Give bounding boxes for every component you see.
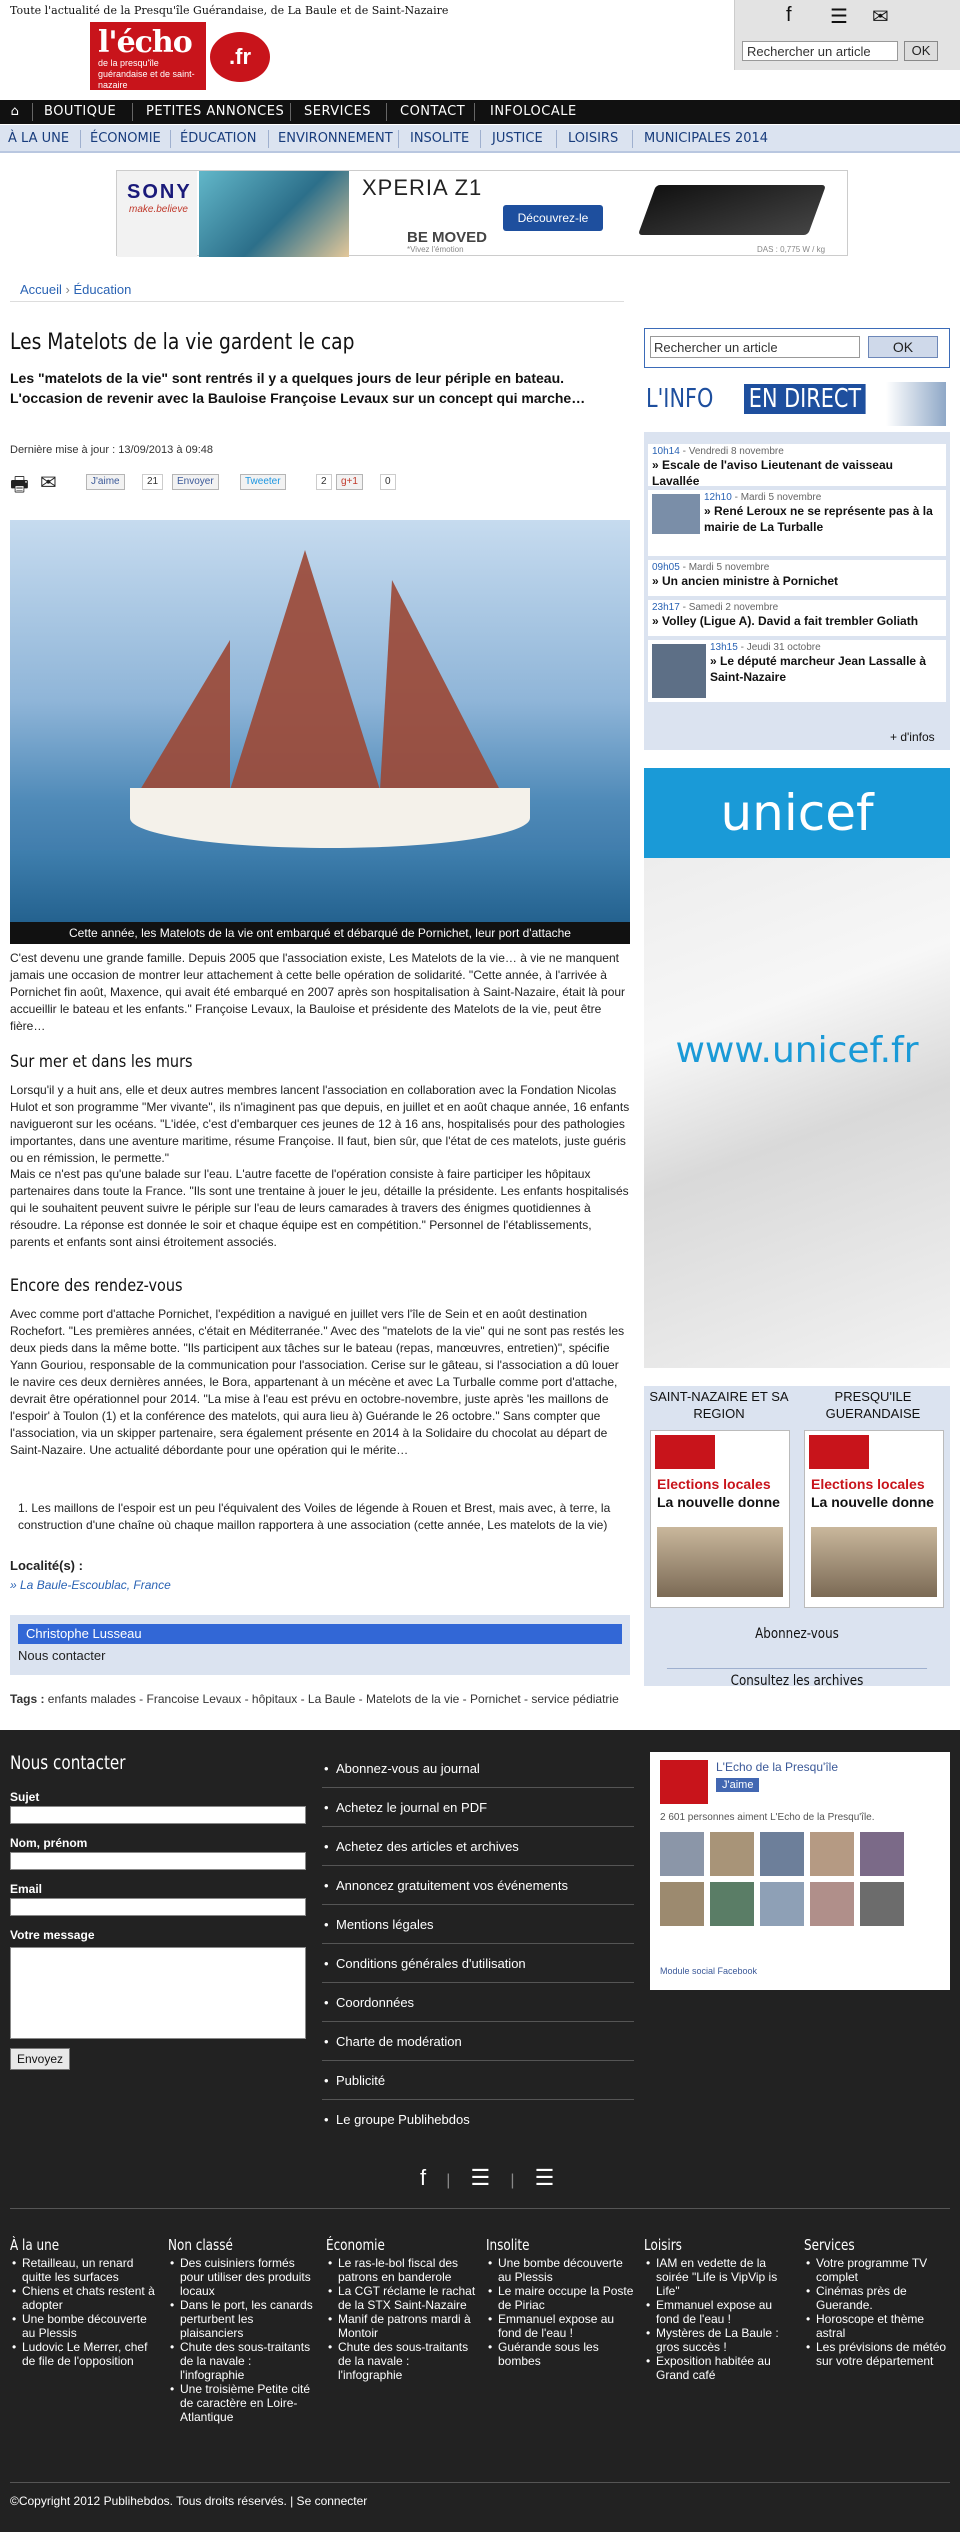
logo-sub: de la presqu'île bbox=[98, 58, 159, 68]
footer-col-item[interactable]: • Mystères de La Baule : gros succès ! bbox=[644, 2326, 794, 2354]
tags-label: Tags : bbox=[10, 1692, 45, 1706]
nav-services[interactable]: SERVICES bbox=[304, 104, 372, 119]
localite-label: Localité(s) : bbox=[10, 1558, 83, 1573]
footer-col-head[interactable]: À la une bbox=[10, 2236, 60, 2254]
journals-box bbox=[644, 1386, 950, 1689]
fb-like-widget-button[interactable]: J'aime bbox=[716, 1778, 759, 1792]
fb-page-name[interactable]: L'Echo de la Presqu'île bbox=[716, 1760, 838, 1774]
news-time: 10h14 bbox=[652, 446, 680, 457]
news-item[interactable] bbox=[648, 490, 946, 556]
facebook-icon[interactable]: f bbox=[786, 4, 792, 26]
nav-loisirs[interactable]: LOISIRS bbox=[568, 131, 619, 146]
news-date: - Jeudi 31 octobre bbox=[740, 642, 821, 653]
footer-col-insolite bbox=[486, 2236, 636, 2368]
fb-page-logo bbox=[660, 1760, 708, 1804]
subscribe-link[interactable]: Abonnez-vous bbox=[755, 1626, 839, 1642]
footer-rss-icon-2[interactable]: ☰ bbox=[534, 2165, 555, 2190]
nav-economie[interactable]: ÉCONOMIE bbox=[90, 131, 161, 146]
footer-col-item[interactable]: • Le maire occupe la Poste de Piriac bbox=[486, 2284, 636, 2312]
archives-link[interactable]: Consultez les archives bbox=[667, 1668, 927, 1689]
breadcrumb-sep: › bbox=[65, 282, 70, 297]
footer-col-item[interactable]: • Cinémas près de Guerande. bbox=[804, 2284, 954, 2312]
footer-col-head[interactable]: Non classé bbox=[168, 2236, 233, 2254]
fb-fan-avatar[interactable] bbox=[710, 1882, 754, 1926]
email-icon[interactable]: ✉ bbox=[40, 472, 57, 494]
live-news-list bbox=[644, 432, 950, 750]
footer-col-item[interactable]: • IAM en vedette de la soirée "Life is VipVip is Life" bbox=[644, 2256, 794, 2298]
article-chapo: Les "matelots de la vie" sont rentrés il y a quelques jours de leur périple en bateau. L'occasion de revenir avec la Bauloise Françoise Levaux sur un concept qui marche… bbox=[10, 370, 586, 406]
news-date: - Samedi 2 novembre bbox=[682, 602, 779, 613]
sidebar-search-input[interactable]: Rechercher un article bbox=[650, 336, 860, 358]
fb-fan-avatar[interactable] bbox=[810, 1832, 854, 1876]
footer-col-une bbox=[10, 2236, 160, 2368]
breadcrumb bbox=[10, 282, 624, 302]
nav-insolite[interactable]: INSOLITE bbox=[410, 131, 470, 146]
footer-link[interactable]: • Publicité bbox=[322, 2062, 634, 2100]
home-icon[interactable]: ⌂ bbox=[10, 104, 20, 119]
more-news-link[interactable]: + d'infos bbox=[890, 730, 935, 744]
footer-col-item[interactable]: • Le ras-le-bol fiscal des patrons en banderole bbox=[326, 2256, 476, 2284]
fb-fan-avatar[interactable] bbox=[860, 1882, 904, 1926]
footer-link[interactable]: • Annoncez gratuitement vos événements bbox=[322, 1867, 634, 1905]
news-thumb bbox=[652, 494, 700, 534]
ad-sony-block bbox=[117, 171, 197, 257]
footer-col-item[interactable]: • Emmanuel expose au fond de l'eau ! bbox=[644, 2298, 794, 2326]
facebook-widget bbox=[650, 1752, 950, 1990]
footer-col-item[interactable]: • Retailleau, un renard quitte les surfaces bbox=[10, 2256, 160, 2284]
journal-a-cover[interactable] bbox=[650, 1430, 790, 1608]
news-title: » René Leroux ne se représente pas à la mairie de La Turballe bbox=[704, 504, 933, 534]
ad-cta-button[interactable]: Découvrez-le bbox=[503, 205, 603, 231]
fb-fan-avatar[interactable] bbox=[860, 1832, 904, 1876]
fb-like-button[interactable]: J'aime bbox=[86, 474, 125, 490]
news-item[interactable] bbox=[648, 560, 946, 596]
ad-tagline: make.believe bbox=[129, 204, 188, 215]
fb-fan-avatar[interactable] bbox=[710, 1832, 754, 1876]
logo-fr: .fr bbox=[210, 32, 270, 82]
sidebar-search-button[interactable]: OK bbox=[868, 336, 938, 358]
author-name[interactable]: Christophe Lusseau bbox=[18, 1624, 622, 1644]
label-message: Votre message bbox=[10, 1928, 95, 1942]
article-title: Les Matelots de la vie gardent le cap bbox=[10, 330, 355, 355]
news-item[interactable] bbox=[648, 444, 946, 486]
footer-link[interactable]: • Abonnez-vous au journal bbox=[322, 1750, 634, 1788]
unicef-url: www.unicef.fr bbox=[675, 1030, 919, 1071]
send-button[interactable]: Envoyez bbox=[10, 2048, 70, 2070]
nav-boutique[interactable]: BOUTIQUE bbox=[44, 104, 117, 119]
top-search-button[interactable]: OK bbox=[904, 41, 938, 61]
ad-banner[interactable] bbox=[116, 170, 848, 256]
article-photo bbox=[10, 520, 630, 922]
nav-petites-annonces[interactable]: PETITES ANNONCES bbox=[146, 104, 285, 119]
footer-col-item[interactable]: • Emmanuel expose au fond de l'eau ! bbox=[486, 2312, 636, 2340]
footer-col-item[interactable]: • Chute des sous-traitants de la navale : l'infographie bbox=[326, 2340, 476, 2382]
footer-col-item[interactable]: • Votre programme TV complet bbox=[804, 2256, 954, 2284]
article-footnote: 1. Les maillons de l'espoir est un peu l'équivalent des Voiles de légende à Rouen et Brest, mais avec, à terre, la construction d'une chaîne où chaque maillon rapportera à une association (cette année, Les matelots de la vie) bbox=[18, 1501, 611, 1532]
label-email: Email bbox=[10, 1882, 43, 1896]
ad-brand: SONY bbox=[127, 181, 192, 203]
footer-col-head[interactable]: Insolite bbox=[486, 2236, 530, 2254]
localite-link[interactable]: » La Baule-Escoublac, France bbox=[10, 1578, 171, 1592]
news-date: - Mardi 5 novembre bbox=[682, 562, 770, 573]
photo-caption: Cette année, les Matelots de la vie ont embarqué et débarqué de Pornichet, leur port d'attache bbox=[10, 922, 630, 944]
unicef-logo: unicef bbox=[644, 768, 950, 858]
article-p4: Avec comme port d'attache Pornichet, l'expédition a navigué en juillet vers l'île de Sein et en août destination Rochefort. "Les premières années, c'était en Méditerranée." Avec des "matelots de la vie" qui ne sont pas restés les deux pieds dans la même botte. "Ils participent aux tâches sur le bateau (repas, manœuvres, entretien)", spécifie Yann Gouriou, responsable de la communication pour l'association. Cerise sur le gâteau, si l'association a dû louer le navire ces deux dernières années, le Bora, appartenant à un mécène et avec La Turballe comme port d'attache, devrait être opérationnel pour 2014. "La mise à l'eau est prévu en octobre-novembre, juste après 'les maillons de l'espoir' à Toulon (1) et la conférence des matelots, qui aura lieu à) Guérande le 26 octobre." Sans compter que l'association, via un skipper partenaire, sera également présente en 2014 à la Solidaire du chocolat au départ de Saint-Nazaire. Une actualité débordante pour une opération qui le mérite… bbox=[10, 1307, 625, 1457]
fb-like-count: 21 bbox=[142, 474, 163, 490]
nav-education[interactable]: ÉDUCATION bbox=[180, 131, 257, 146]
fb-fans-count: 2 601 personnes aiment L'Echo de la Presqu'île. bbox=[660, 1812, 875, 1823]
news-title: » Escale de l'aviso Lieutenant de vaisseau Lavallée bbox=[652, 458, 893, 488]
footer-link[interactable]: • Le groupe Publihebdos bbox=[322, 2101, 634, 2139]
footer-link[interactable]: • Conditions générales d'utilisation bbox=[322, 1945, 634, 1983]
article-h2b: Encore des rendez-vous bbox=[10, 1276, 183, 1296]
ad-das: DAS : 0,775 W / kg bbox=[757, 245, 826, 254]
footer bbox=[0, 1730, 960, 2532]
print-icon[interactable]: 🖶 bbox=[10, 474, 29, 496]
author-contact[interactable]: Nous contacter bbox=[18, 1648, 106, 1663]
live-news-header bbox=[644, 380, 950, 428]
nav-infolocale[interactable]: INFOLOCALE bbox=[490, 104, 577, 119]
rss-icon[interactable]: ☰ bbox=[830, 6, 848, 28]
ad-small: *Vivez l'émotion bbox=[407, 245, 464, 254]
logo-small: guérandaise et de saint-nazaire bbox=[98, 69, 195, 90]
news-title: » Le député marcheur Jean Lassalle à Saint-Nazaire bbox=[710, 654, 927, 684]
nav-justice[interactable]: JUSTICE bbox=[492, 131, 543, 146]
tags bbox=[10, 1692, 630, 1706]
footer-col-item[interactable]: • Horoscope et thème astral bbox=[804, 2312, 954, 2340]
news-time: 13h15 bbox=[710, 642, 738, 653]
article-p3: Mais ce n'est pas qu'une balade sur l'eau. L'autre facette de l'opération consiste à faire participer les hôpitaux partenaires dans toute la France. "Ils sont une trentaine à jouer le jeu, détaille la présidente. Les enfants hospitalisés qui le souhaitent peuvent suivre le périple sur l'eau de leurs camarades à travers des énigmes quotidiennes à résoudre. La réponse est donnée le soir et chaque équipe est en compétition." Personnel de l'établissements, parents et enfants sont ainsi étroitement associés. bbox=[10, 1167, 629, 1249]
tweet-count: 2 bbox=[316, 474, 332, 490]
news-date: - Vendredi 8 novembre bbox=[682, 446, 784, 457]
news-time: 23h17 bbox=[652, 602, 680, 613]
news-title: » Volley (Ligue A). David a fait trembler Goliath bbox=[652, 614, 919, 628]
article-updated: Dernière mise à jour : 13/09/2013 à 09:48 bbox=[10, 444, 214, 456]
footer-col-services bbox=[804, 2236, 954, 2368]
fb-fan-avatar[interactable] bbox=[760, 1882, 804, 1926]
footer-col-head[interactable]: Économie bbox=[326, 2236, 385, 2254]
label-name: Nom, prénom bbox=[10, 1836, 88, 1850]
tags-list[interactable]: enfants malades - Francoise Levaux - hôpitaux - La Baule - Matelots de la vie - Pornichet - service pédiatrie bbox=[47, 1692, 619, 1706]
footer-link[interactable]: • Coordonnées bbox=[322, 1984, 634, 2022]
site-tagline: Toute l'actualité de la Presqu'île Guérandaise, de La Baule et de Saint-Nazaire bbox=[10, 4, 449, 17]
news-time: 12h10 bbox=[704, 492, 732, 503]
footer-col-item[interactable]: • La CGT réclame le rachat de la STX Saint-Nazaire bbox=[326, 2284, 476, 2312]
footer-link[interactable]: • Achetez le journal en PDF bbox=[322, 1789, 634, 1827]
footer-col-item[interactable]: • Manif de patrons mardi à Montoir bbox=[326, 2312, 476, 2340]
footer-contact-title: Nous contacter bbox=[10, 1752, 126, 1774]
message-textarea[interactable] bbox=[10, 1947, 306, 2039]
cover-subhead: La nouvelle donne bbox=[657, 1494, 780, 1510]
cover-subhead: La nouvelle donne bbox=[811, 1494, 934, 1510]
ad-slogan: BE MOVED bbox=[407, 229, 488, 246]
article-p2: Lorsqu'il y a huit ans, elle et deux autres membres lancent l'association en collaboration avec la Fondation Nicolas Hulot et son programme "Mer vivante", ils n'imaginent pas que depuis, en juillet et en août chaque année, 16 enfants navigueront sur les océans. "L'idée, c'est d'embarquer ces jeunes de 12 à 16 ans, hospitalisés pour des pathologies importantes, dans une aventure maritime, résume Françoise. Il faut, bien sûr, que l'état de ces matelots, juste guéris ou en rémission, le permette." bbox=[10, 1083, 630, 1165]
site-logo[interactable] bbox=[90, 22, 206, 90]
news-item[interactable] bbox=[648, 640, 946, 702]
news-item[interactable] bbox=[648, 600, 946, 636]
fb-fan-avatar[interactable] bbox=[810, 1882, 854, 1926]
footer-col-head[interactable]: Services bbox=[804, 2236, 855, 2254]
fb-send-button[interactable]: Envoyer bbox=[172, 474, 219, 490]
journal-b-title[interactable]: PRESQU'ILE GUERANDAISE bbox=[825, 1389, 921, 1421]
fb-fan-avatar[interactable] bbox=[760, 1832, 804, 1876]
live-title-b: EN DIRECT bbox=[744, 384, 866, 414]
tweet-button[interactable]: Tweeter bbox=[240, 474, 286, 490]
nav-environnement[interactable]: ENVIRONNEMENT bbox=[278, 131, 393, 146]
footer-col-item[interactable]: • Chute des sous-traitants de la navale : l'infographie bbox=[168, 2340, 318, 2382]
news-title: » Un ancien ministre à Pornichet bbox=[652, 574, 839, 588]
eye-image bbox=[886, 382, 946, 426]
footer-col-economie bbox=[326, 2236, 476, 2382]
logo-name: l'écho bbox=[98, 25, 192, 60]
news-time: 09h05 bbox=[652, 562, 680, 573]
footer-social: f | ☰ | ☰ bbox=[420, 2165, 555, 2190]
nav-contact[interactable]: CONTACT bbox=[400, 104, 466, 119]
fb-fan-avatar[interactable] bbox=[660, 1882, 704, 1926]
journal-b-cover[interactable] bbox=[804, 1430, 944, 1608]
footer-col-loisirs bbox=[644, 2236, 794, 2382]
top-social bbox=[786, 0, 906, 30]
label-subject: Sujet bbox=[10, 1790, 40, 1804]
footer-col-item[interactable]: • Guérande sous les bombes bbox=[486, 2340, 636, 2368]
footer-col-item[interactable]: • Des cuisiniers formés pour utiliser des produits locaux bbox=[168, 2256, 318, 2298]
cover-headline: Elections locales bbox=[657, 1476, 771, 1492]
footer-col-item[interactable]: • Les prévisions de météo sur votre département bbox=[804, 2340, 954, 2368]
fb-module-label: Module social Facebook bbox=[660, 1966, 758, 1976]
article-h2a: Sur mer et dans les murs bbox=[10, 1052, 193, 1072]
footer-col-item[interactable]: • Exposition habitée au Grand café bbox=[644, 2354, 794, 2382]
top-search-input[interactable]: Rechercher un article bbox=[742, 41, 898, 61]
gplus-button[interactable]: g+1 bbox=[336, 474, 363, 490]
footer-col-item[interactable]: • Ludovic Le Merrer, chef de file de l'opposition bbox=[10, 2340, 160, 2368]
news-date: - Mardi 5 novembre bbox=[734, 492, 822, 503]
footer-link[interactable]: • Achetez des articles et archives bbox=[322, 1828, 634, 1866]
footer-link[interactable]: • Mentions légales bbox=[322, 1906, 634, 1944]
breadcrumb-current[interactable]: Éducation bbox=[73, 282, 132, 297]
ad-product: XPERIA Z1 bbox=[362, 175, 483, 200]
nav-municipales[interactable]: MUNICIPALES 2014 bbox=[644, 131, 769, 146]
footer-rss-icon[interactable]: ☰ bbox=[470, 2165, 491, 2190]
name-input[interactable] bbox=[10, 1852, 306, 1870]
fb-fan-avatar[interactable] bbox=[660, 1832, 704, 1876]
news-thumb bbox=[652, 644, 706, 698]
primary-nav bbox=[0, 100, 960, 124]
breadcrumb-home[interactable]: Accueil bbox=[20, 282, 62, 297]
footer-col-head[interactable]: Loisirs bbox=[644, 2236, 682, 2254]
cover-headline: Elections locales bbox=[811, 1476, 925, 1492]
footer-facebook-icon[interactable]: f bbox=[420, 2165, 427, 2190]
footer-col-item[interactable]: • Une bombe découverte au Plessis bbox=[10, 2312, 160, 2340]
gplus-count: 0 bbox=[380, 474, 396, 490]
ad-phone-image bbox=[638, 185, 826, 235]
live-title-a: L'INFO bbox=[646, 384, 714, 414]
article-p1: C'est devenu une grande famille. Depuis 2005 que l'association existe, Les Matelots de la vie… à vie ne manquent jamais une occasion de montrer leur attachement à cette belle opération de solidarité. "Cette année, à l'arrivée à Pornichet fin août, Maxence, qui avait été embarqué en 2007 après son hospitalisation à Saint-Nazaire, était là pour accueillir le bateau et les enfants." Françoise Levaux, la Bauloise et présidente des Matelots de la vie, peut être fière… bbox=[10, 951, 626, 1033]
footer-col-item[interactable]: • Une troisième Petite cité de caractère en Loire-Atlantique bbox=[168, 2382, 318, 2424]
footer-col-item[interactable]: • Dans le port, les canards perturbent les plaisanciers bbox=[168, 2298, 318, 2340]
journal-a-title[interactable]: SAINT-NAZAIRE ET SA REGION bbox=[649, 1389, 789, 1421]
share-bar bbox=[10, 470, 630, 494]
nav-a-la-une[interactable]: À LA UNE bbox=[8, 131, 70, 146]
email-input[interactable] bbox=[10, 1898, 306, 1916]
mail-icon[interactable]: ✉ bbox=[872, 6, 889, 28]
copyright[interactable]: ©Copyright 2012 Publihebdos. Tous droits réservés. | Se connecter bbox=[10, 2494, 368, 2508]
subject-input[interactable] bbox=[10, 1806, 306, 1824]
footer-col-nonclasse bbox=[168, 2236, 318, 2424]
secondary-nav bbox=[0, 125, 960, 153]
ad-image bbox=[199, 171, 349, 257]
footer-link[interactable]: • Charte de modération bbox=[322, 2023, 634, 2061]
footer-col-item[interactable]: • Chiens et chats restent à adopter bbox=[10, 2284, 160, 2312]
footer-col-item[interactable]: • Une bombe découverte au Plessis bbox=[486, 2256, 636, 2284]
